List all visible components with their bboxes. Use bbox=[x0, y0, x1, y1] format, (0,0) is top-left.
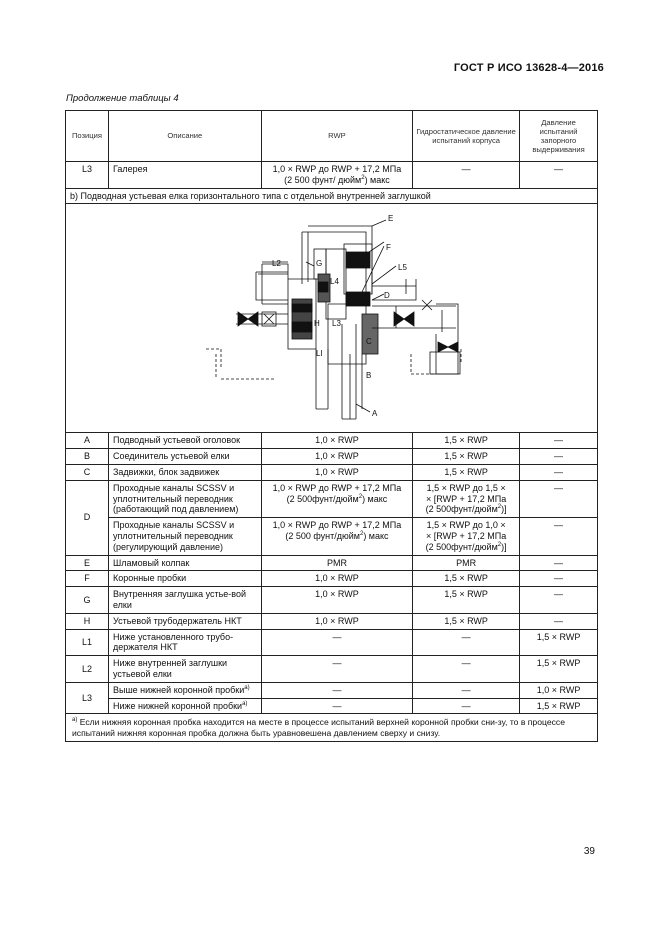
label-G: G bbox=[316, 259, 323, 269]
label-L2: L2 bbox=[272, 259, 281, 269]
table-row: L1 Ниже установленного трубо-держателя НКТ — — 1,5 × RWP bbox=[66, 629, 598, 656]
col-description: Описание bbox=[108, 111, 261, 162]
section-b-title: b) Подводная устьевая елка горизонтального типа с отдельной внутренней заглушкой bbox=[66, 188, 598, 204]
label-L1: LI bbox=[316, 349, 323, 359]
table-continuation: Продолжение таблицы 4 bbox=[66, 93, 179, 104]
table-row: A Подводный устьевой оголовок 1,0 × RWP 1,5 × RWP — bbox=[66, 433, 598, 449]
cell-hydro: — bbox=[413, 162, 520, 189]
label-F: F bbox=[386, 243, 391, 253]
col-position: Позиция bbox=[66, 111, 109, 162]
label-L4: L4 bbox=[330, 277, 339, 287]
label-L5: L5 bbox=[398, 263, 407, 273]
table-row: Проходные каналы SCSSV и уплотнительный переводник (регулирующий давление) 1,0 × RWP до RWP + 17,2 МПа (2 500 фунт/дюйм$^2$) макс 1,5 × RWP до 1,0 × × [RWP + 17,2 МПа (2 500фунт/дюйм$^2$)] — bbox=[66, 518, 598, 555]
label-H: H bbox=[314, 319, 320, 329]
col-hydro: Гидростатическое давление испытаний корпуса bbox=[413, 111, 520, 162]
cell-desc: Галерея bbox=[108, 162, 261, 189]
table-row: C Задвижки, блок задвижек 1,0 × RWP 1,5 × RWP — bbox=[66, 464, 598, 480]
footnote: $^{a)}$ Если нижняя коронная пробка находится на месте в процессе испытаний верхней коронной пробки сни-зу, то в процессе испытаний нижняя коронная пробка должна быть уравновешена давлением сверху и снизу. bbox=[66, 714, 598, 742]
test-pressure-table bbox=[65, 110, 598, 742]
tree-figure bbox=[66, 204, 598, 433]
label-D: D bbox=[384, 291, 390, 301]
table-row: L2 Ниже внутренней заглушки устьевой елки — — 1,5 × RWP bbox=[66, 656, 598, 683]
table-row: H Устьевой трубодержатель НКТ 1,0 × RWP 1,5 × RWP — bbox=[66, 613, 598, 629]
col-rwp: RWP bbox=[261, 111, 413, 162]
table-row: D Проходные каналы SCSSV и уплотнительный переводник (работающий под давлением) 1,0 × RWP до RWP + 17,2 МПа (2 500фунт/дюйм$^2$) макс 1,5 × RWP до 1,5 × × [RWP + 17,2 МПа (2 500фунт/дюйм$^2$)] — bbox=[66, 480, 598, 517]
standard-title: ГОСТ Р ИСО 13628-4—2016 bbox=[453, 62, 604, 74]
cell-closure: — bbox=[520, 162, 598, 189]
table-row: B Соединитель устьевой елки 1,0 × RWP 1,5 × RWP — bbox=[66, 449, 598, 465]
label-E: E bbox=[388, 214, 394, 224]
table-header-row bbox=[66, 111, 598, 162]
horizontal-tree-diagram bbox=[66, 204, 599, 432]
label-L3: L3 bbox=[332, 319, 341, 329]
cell-pos: L3 bbox=[66, 162, 109, 189]
label-B: B bbox=[366, 371, 372, 381]
footnote-row bbox=[66, 714, 598, 742]
table-row: G Внутренняя заглушка устье-вой елки 1,0 × RWP 1,5 × RWP — bbox=[66, 587, 598, 614]
cell-rwp: 1,0 × RWP до RWP + 17,2 МПа (2 500 фунт/ дюйм$^2$) макс bbox=[261, 162, 413, 189]
table-row: E Шламовый колпак PMR PMR — bbox=[66, 555, 598, 571]
label-A: A bbox=[372, 409, 378, 419]
table-row: F Коронные пробки 1,0 × RWP 1,5 × RWP — bbox=[66, 571, 598, 587]
table-row: Ниже нижней коронной пробки$^{a)}$ — — 1,5 × RWP bbox=[66, 698, 598, 714]
section-row bbox=[66, 188, 598, 204]
figure-row bbox=[66, 204, 598, 433]
label-C: C bbox=[366, 337, 372, 347]
page-number: 39 bbox=[583, 846, 595, 857]
table-row bbox=[66, 162, 598, 189]
col-closure: Давление испытаний запорного выдерживания bbox=[520, 111, 598, 162]
table-row: L3 Выше нижней коронной пробки$^{a)}$ — — 1,0 × RWP bbox=[66, 682, 598, 698]
